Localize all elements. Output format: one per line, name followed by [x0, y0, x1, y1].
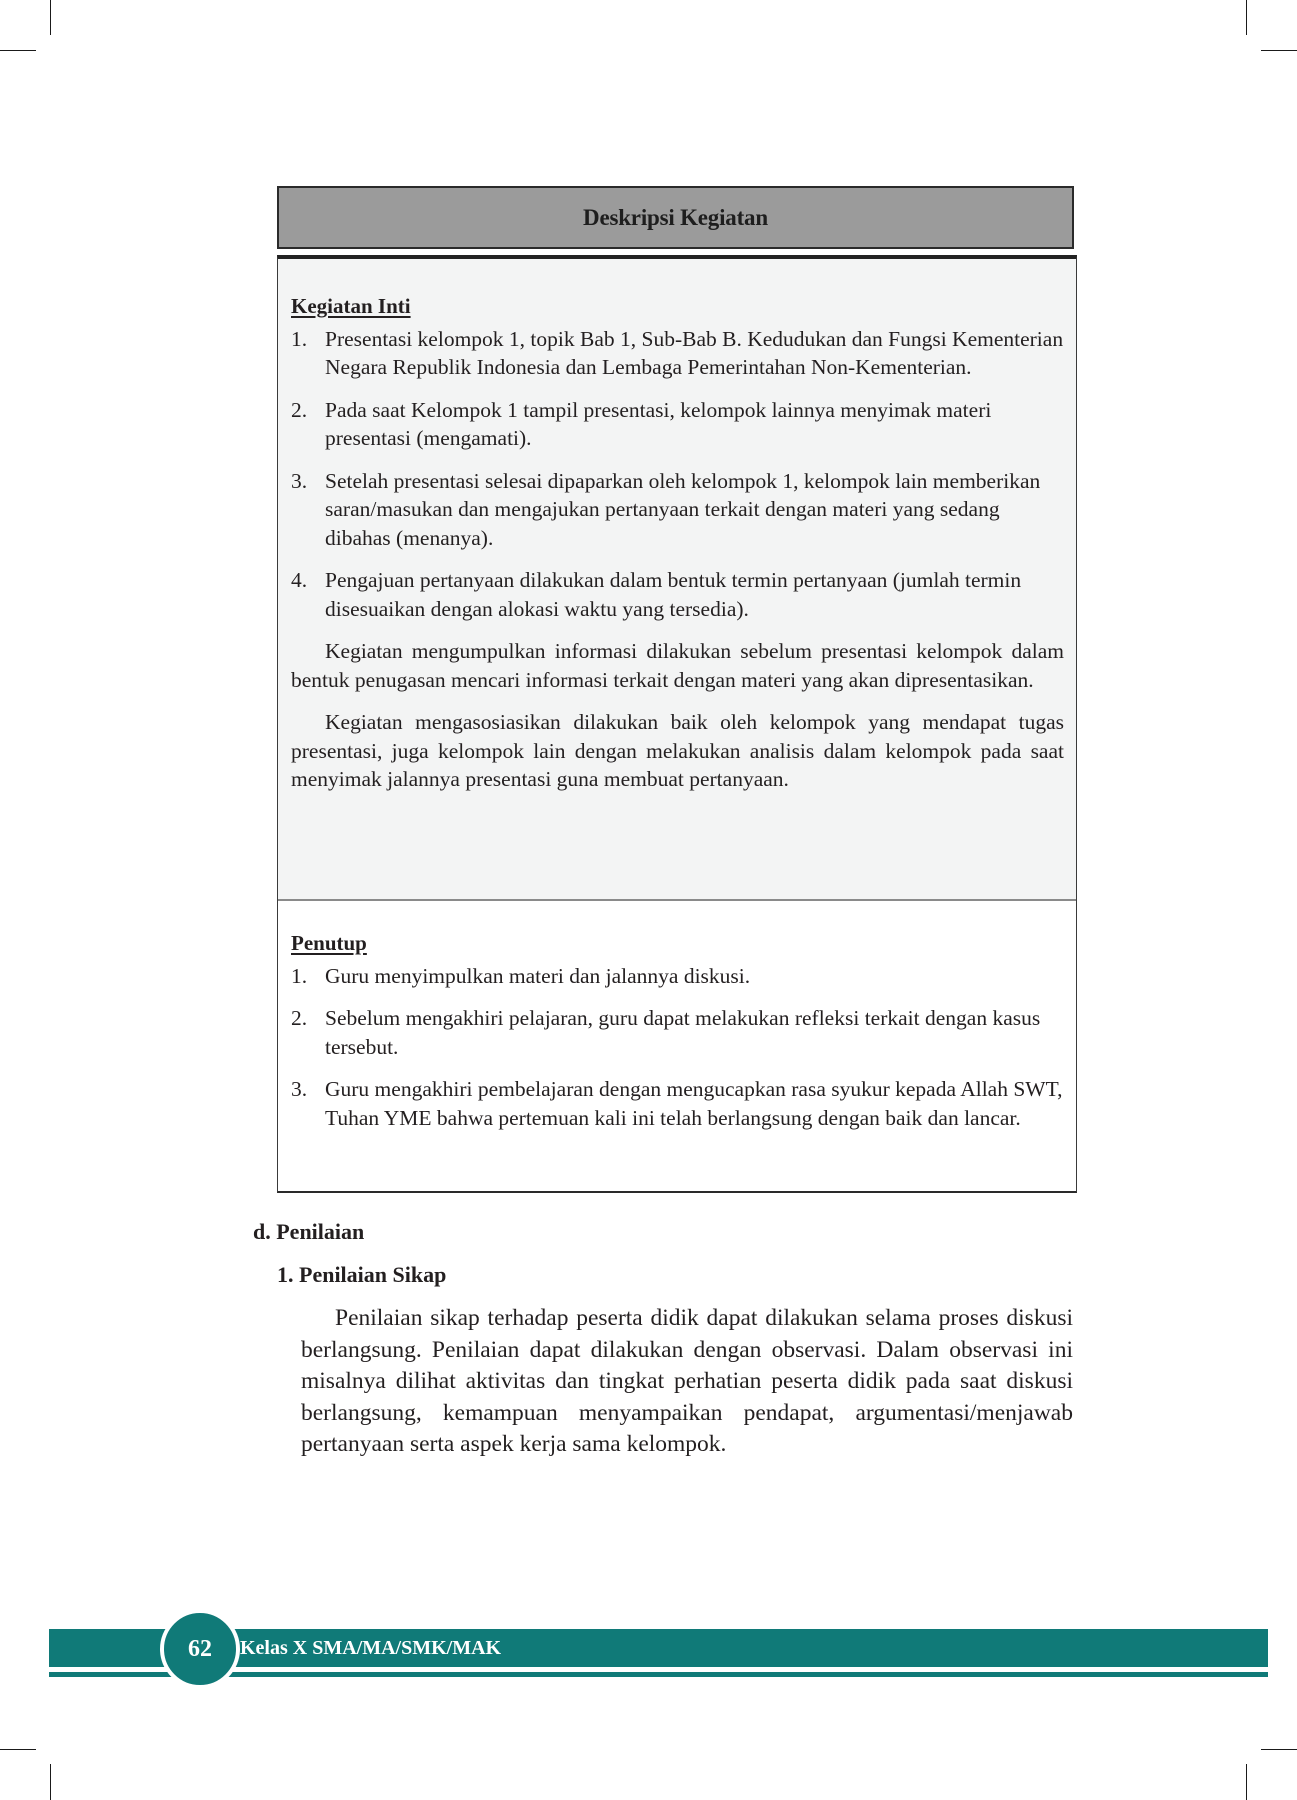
heading-penilaian: d. Penilaian [253, 1219, 365, 1244]
paragraph-mengasosiasikan: Kegiatan mengasosiasikan dilakukan baik oleh kelompok yang mendapat tugas presentasi, juga kelompok lain dengan melakukan analisis dalam kelompok pada saat menyimak jalannya presentasi guna membuat pertanyaan. [291, 710, 1064, 791]
section-title-kegiatan-inti: Kegiatan Inti [291, 294, 411, 318]
list-item [291, 1075, 1064, 1132]
subheading-penilaian-sikap: 1. Penilaian Sikap [277, 1262, 447, 1287]
kegiatan-inti-list [291, 325, 1064, 624]
list-item-number: 3. [291, 468, 308, 493]
crop-mark-bottom-left-vertical [50, 1764, 51, 1800]
list-item-number: 2. [291, 1006, 308, 1030]
crop-mark-bottom-left-horizontal [0, 1749, 36, 1750]
section-title-penutup: Penutup [291, 931, 367, 955]
section-penutup [278, 901, 1076, 1191]
penutup-list [291, 962, 1064, 1133]
list-item-text: Guru menyimpulkan materi dan jalannya diskusi. [325, 963, 751, 988]
list-item-number: 2. [291, 397, 308, 422]
list-item-number: 1. [291, 963, 308, 988]
list-item-number: 4. [291, 568, 308, 592]
paragraph-penilaian-sikap: Penilaian sikap terhadap peserta didik dapat dilakukan selama proses diskusi berlangsung. Penilaian dapat dilakukan dengan observasi. Dalam observasi ini misalnya dilihat aktivitas dan tingkat perhatian peserta didik pada saat diskusi berlangsung, kemampuan menyampaikan pendapat, argumentasi/menjawab pertanyaan serta aspek kerja sama kelompok. [301, 1305, 1073, 1457]
crop-mark-top-left-horizontal [0, 50, 36, 51]
page-number: 62 [188, 1635, 212, 1662]
crop-mark-top-right-horizontal [1261, 50, 1297, 51]
crop-mark-top-right-vertical [1246, 0, 1247, 35]
list-item [291, 566, 1064, 623]
list-item-text: Pengajuan pertanyaan dilakukan dalam bentuk termin pertanyaan (jumlah termin disesuaikan dengan alokasi waktu yang tersedia). [325, 568, 1022, 621]
paragraph-mengumpulkan-informasi: Kegiatan mengumpulkan informasi dilakukan sebelum presentasi kelompok dalam bentuk penugasan mencari informasi terkait dengan materi yang akan dipresentasikan. [291, 639, 1064, 692]
crop-mark-bottom-right-vertical [1246, 1764, 1247, 1800]
footer-book-label: Kelas X SMA/MA/SMK/MAK [240, 1637, 502, 1659]
page-number-badge [160, 1609, 240, 1689]
list-item-text: Pada saat Kelompok 1 tampil presentasi, kelompok lainnya menyimak materi presentasi (mengamati). [325, 397, 992, 450]
section-kegiatan-inti [278, 259, 1076, 901]
list-item-text: Guru mengakhiri pembelajaran dengan mengucapkan rasa syukur kepada Allah SWT, Tuhan YME bahwa pertemuan kali ini telah berlangsung dengan baik dan lancar. [325, 1077, 1063, 1130]
list-item-text: Sebelum mengakhiri pelajaran, guru dapat melakukan refleksi terkait dengan kasus tersebut. [325, 1006, 1041, 1059]
list-item [291, 325, 1064, 382]
list-item-number: 3. [291, 1077, 308, 1101]
list-item [291, 1004, 1064, 1061]
list-item [291, 467, 1064, 553]
activity-box-title: Deskripsi Kegiatan [583, 204, 768, 230]
list-item-text: Setelah presentasi selesai dipaparkan oleh kelompok 1, kelompok lain memberikan saran/masukan dan mengajukan pertanyaan terkait dengan materi yang sedang dibahas (menanya). [325, 468, 1041, 550]
list-item-number: 1. [291, 326, 308, 351]
list-item-text: Presentasi kelompok 1, topik Bab 1, Sub-Bab B. Kedudukan dan Fungsi Kementerian Negara Republik Indonesia dan Lembaga Pemerintahan Non-Kementerian. [325, 326, 1064, 379]
list-item [291, 962, 1064, 991]
activity-box-header [277, 186, 1074, 249]
list-item [291, 396, 1064, 453]
crop-mark-bottom-right-horizontal [1261, 1749, 1297, 1750]
crop-mark-top-left-vertical [50, 0, 51, 35]
activity-box-body [277, 255, 1077, 1193]
